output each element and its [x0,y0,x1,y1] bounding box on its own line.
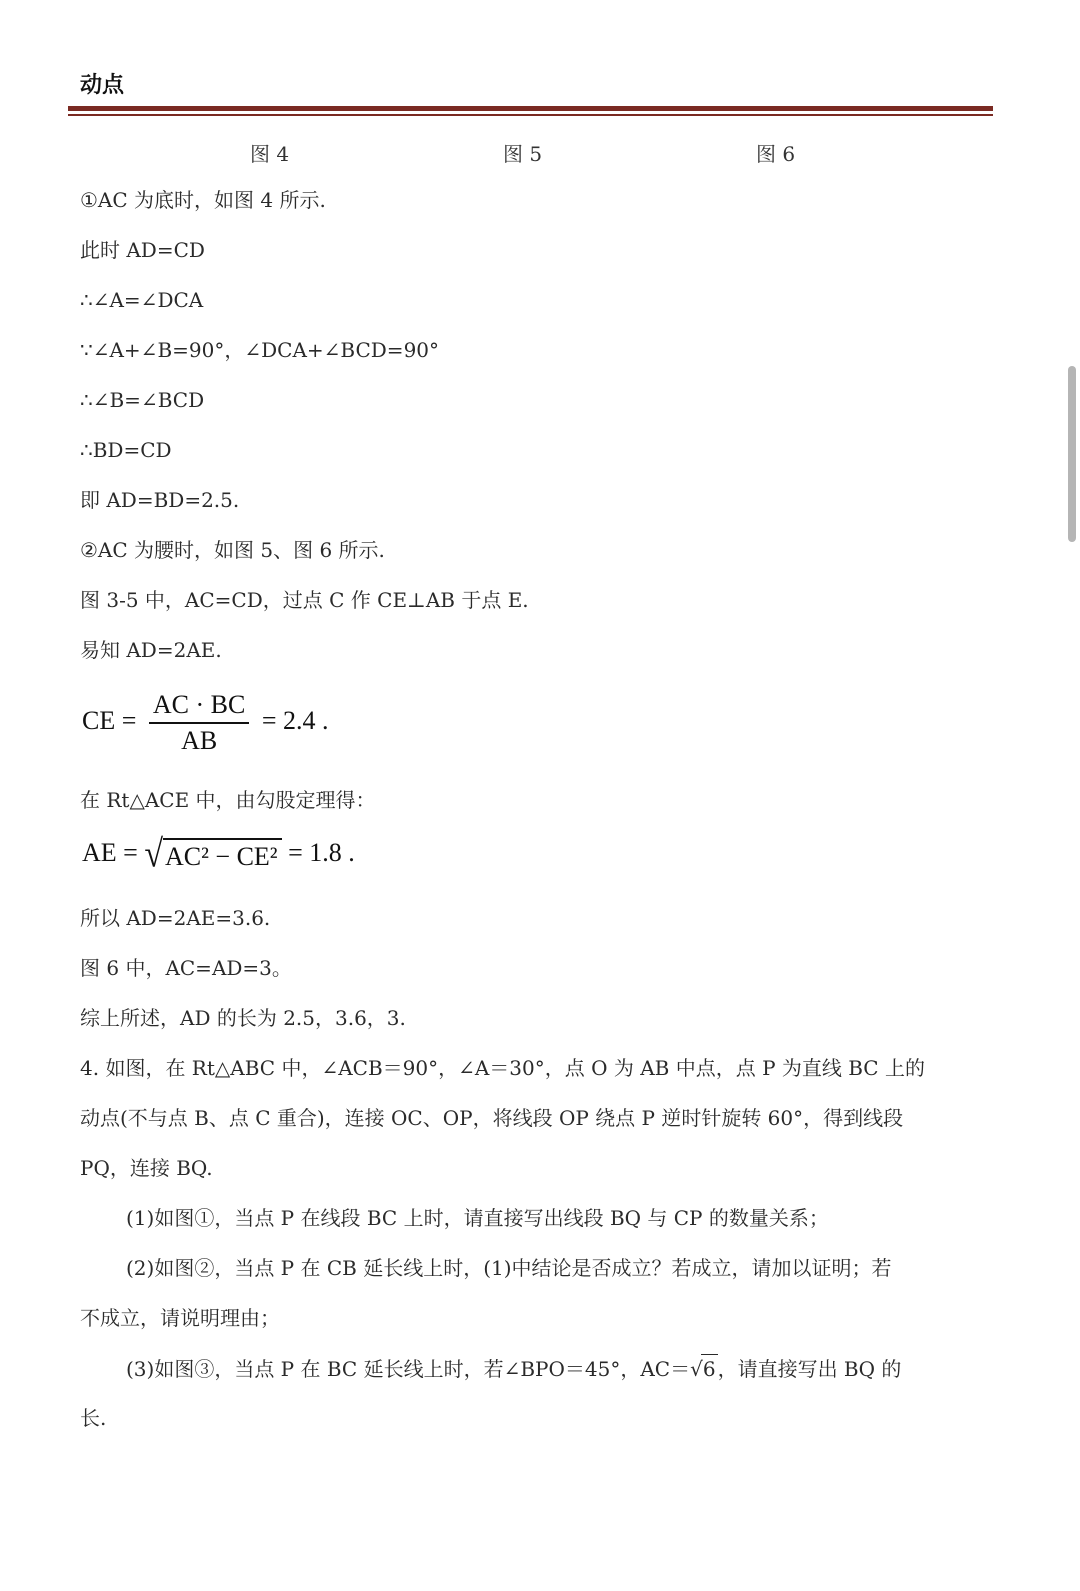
scrollbar-thumb[interactable] [1068,366,1076,542]
solution-line: 图 6 中，AC=AD=3。 [80,956,292,980]
solution-line: ∴∠A=∠DCA [80,288,204,312]
header-divider-thick [68,106,993,111]
solution-line: ①AC 为底时，如图 4 所示. [80,188,326,212]
solution-line-rt: 在 Rt△ACE 中，由勾股定理得： [80,788,376,812]
solution-line: 所以 AD=2AE=3.6. [80,906,271,930]
solution-line: ∴BD=CD [80,438,172,462]
formula-ce-fraction [149,690,249,756]
figure-label-4: 图 4 [250,142,290,166]
solution-line: 此时 AD=CD [80,238,205,262]
problem4-stem-line: PQ，连接 BQ. [80,1156,213,1180]
scrollbar-track[interactable] [1066,0,1076,1591]
header-divider-thin [68,114,993,116]
formula-ce-rhs: = 2.4 . [261,705,329,735]
problem4-question-1: (1)如图①，当点 P 在线段 BC 上时，请直接写出线段 BQ 与 CP 的数量关系； [126,1206,829,1230]
solution-line: 图 3-5 中，AC=CD，过点 C 作 CE⊥AB 于点 E. [80,588,529,612]
figure-label-5: 图 5 [503,142,543,166]
problem4-question-3-cont: 长. [80,1406,107,1430]
formula-ce [82,690,329,756]
problem4-question-3 [126,1354,901,1383]
problem4-question-2: (2)如图②，当点 P 在 CB 延长线上时，(1)中结论是否成立？若成立，请加以证明；若 [126,1256,892,1280]
problem4-stem-line: 动点(不与点 B、点 C 重合)，连接 OC、OP，将线段 OP 绕点 P 逆时针旋转 60°，得到线段 [80,1106,904,1130]
formula-ae-radicand: AC² − CE² [163,838,282,872]
formula-ae-rhs: = 1.8 . [288,837,355,867]
solution-line: 易知 AD=2AE. [80,638,222,662]
problem4-q3-pre: (3)如图③，当点 P 在 BC 延长线上时，若∠BPO＝45°，AC＝√ [126,1357,703,1381]
problem4-q3-radicand: 6 [701,1354,718,1383]
formula-ce-lhs: CE = [82,705,137,735]
problem4-q3-post: ，请直接写出 BQ 的 [717,1357,902,1381]
page-header-title: 动点 [80,73,125,98]
formula-ae-lhs: AE = [82,837,138,867]
figure-label-6: 图 6 [756,142,796,166]
problem4-question-2-cont: 不成立，请说明理由； [80,1306,280,1330]
problem4-stem-line: 4. 如图，在 Rt△ABC 中，∠ACB＝90°，∠A＝30°，点 O 为 AB 中点，点 P 为直线 BC 上的 [80,1056,925,1080]
solution-line: ②AC 为腰时，如图 5、图 6 所示. [80,538,385,562]
formula-ce-numerator: AC · BC [149,690,249,724]
solution-line: ∵∠A+∠B=90°，∠DCA+∠BCD=90° [80,338,440,362]
sqrt-icon: √ [144,833,163,876]
solution-line: ∴∠B=∠BCD [80,388,205,412]
formula-ae [82,833,355,876]
solution-line: 综上所述，AD 的长为 2.5，3.6，3. [80,1006,406,1030]
formula-ce-denominator: AB [181,726,218,755]
formula-ae-sqrt [144,833,281,876]
solution-line: 即 AD=BD=2.5. [80,488,240,512]
